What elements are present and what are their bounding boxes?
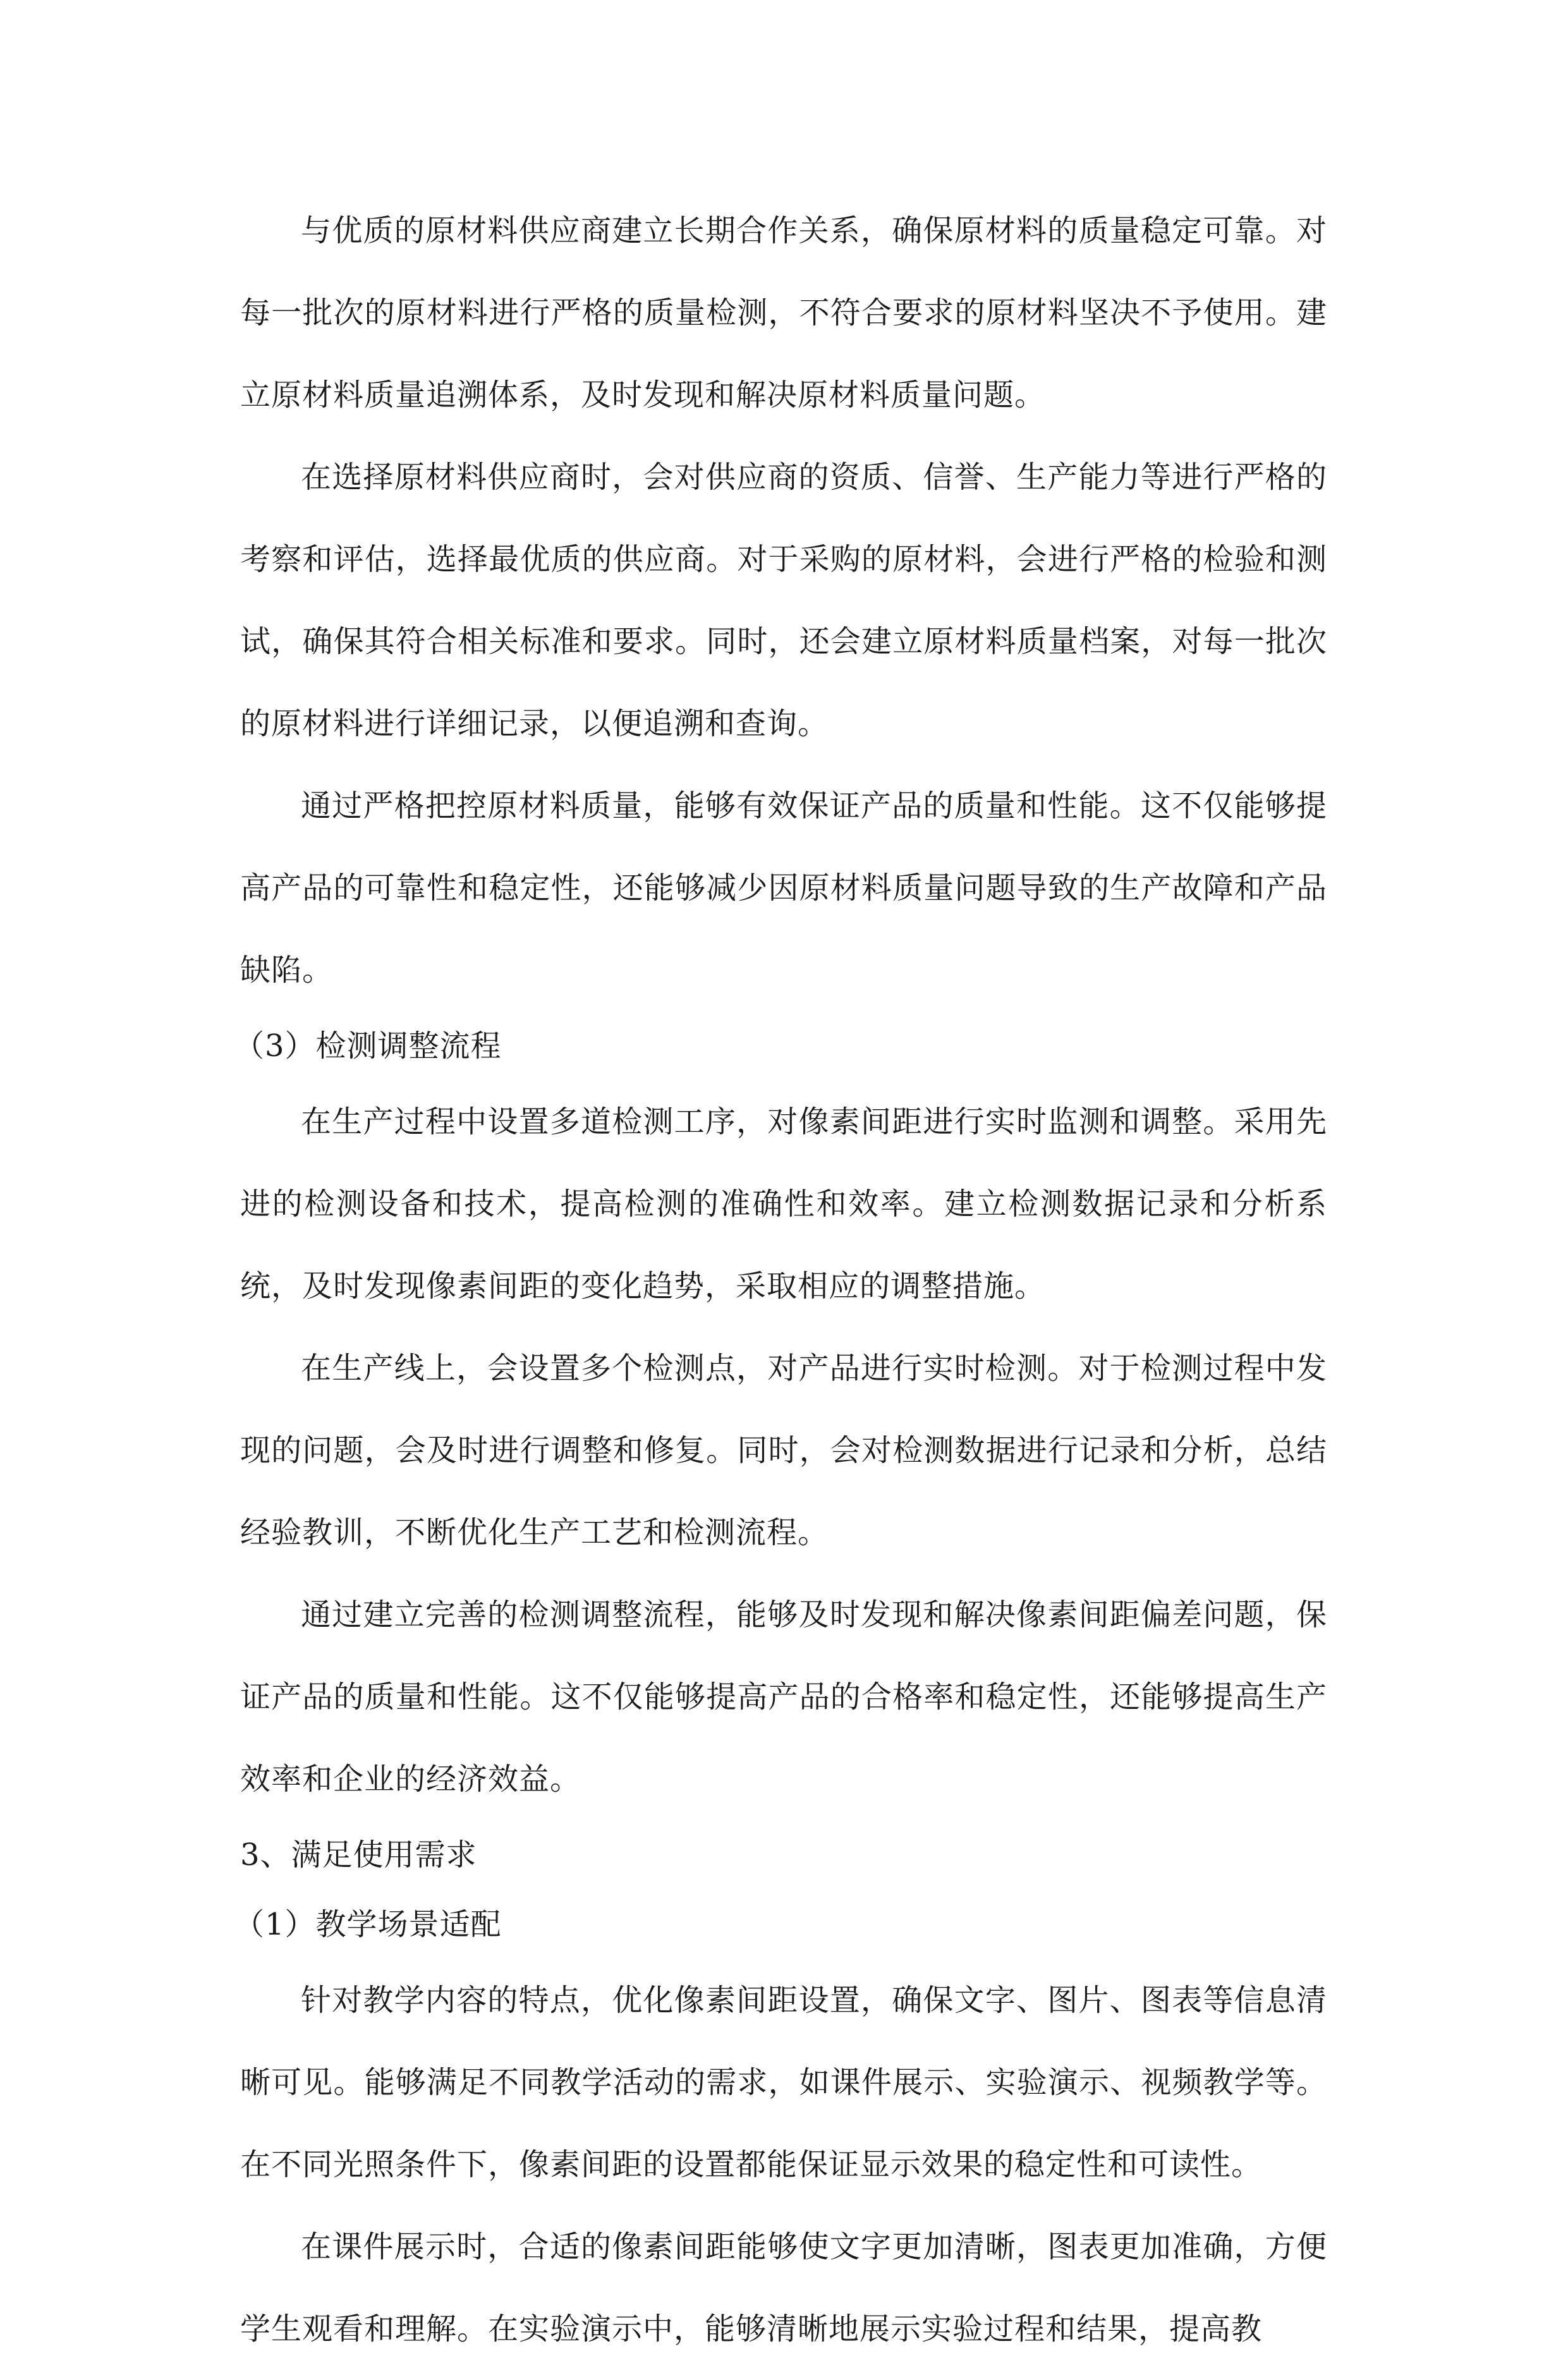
section-heading-usage-needs: 3、满足使用需求 — [240, 1837, 477, 1873]
paragraph-quality-control: 通过严格把控原材料质量，能够有效保证产品的质量和性能。这不仅能够提高产品的可靠性和稳定性，还能够减少因原材料质量问题导致的生产故障和产品缺陷。 — [240, 788, 1327, 988]
paragraph-supplier-selection: 在选择原材料供应商时，会对供应商的资质、信誉、生产能力等进行严格的考察和评估，选择最优质的供应商。对于采购的原材料，会进行严格的检验和测试，确保其符合相关标准和要求。同时，还会建立原材料质量档案，对每一批次的原材料进行详细记录，以便追溯和查询。 — [240, 459, 1327, 741]
subheading-teaching-scenario: （1）教学场景适配 — [234, 1907, 502, 1942]
paragraph-courseware-display: 在课件展示时，合适的像素间距能够使文字更加清晰，图表更加准确，方便学生观看和理解。在实验演示中，能够清晰地展示实验过程和结果，提高教 — [240, 2229, 1327, 2347]
subheading-inspection-process: （3）检测调整流程 — [234, 1028, 502, 1064]
paragraph-teaching-content: 针对教学内容的特点，优化像素间距设置，确保文字、图片、图表等信息清晰可见。能够满足不同教学活动的需求，如课件展示、实验演示、视频教学等。在不同光照条件下，像素间距的设置都能保证显示效果的稳定性和可读性。 — [240, 1983, 1327, 2182]
paragraph-inspection-benefits: 通过建立完善的检测调整流程，能够及时发现和解决像素间距偏差问题，保证产品的质量和性能。这不仅能够提高产品的合格率和稳定性，还能够提高生产效率和企业的经济效益。 — [240, 1597, 1327, 1797]
paragraph-production-line: 在生产线上，会设置多个检测点，对产品进行实时检测。对于检测过程中发现的问题，会及时进行调整和修复。同时，会对检测数据进行记录和分析，总结经验教训，不断优化生产工艺和检测流程。 — [240, 1351, 1327, 1550]
document-page — [234, 190, 1327, 2370]
paragraph-inspection-setup: 在生产过程中设置多道检测工序，对像素间距进行实时监测和调整。采用先进的检测设备和技术，提高检测的准确性和效率。建立检测数据记录和分析系统，及时发现像素间距的变化趋势，采取相应的调整措施。 — [240, 1104, 1327, 1304]
paragraph-supplier-cooperation: 与优质的原材料供应商建立长期合作关系，确保原材料的质量稳定可靠。对每一批次的原材料进行严格的质量检测，不符合要求的原材料坚决不予使用。建立原材料质量追溯体系，及时发现和解决原材料质量问题。 — [240, 213, 1327, 413]
